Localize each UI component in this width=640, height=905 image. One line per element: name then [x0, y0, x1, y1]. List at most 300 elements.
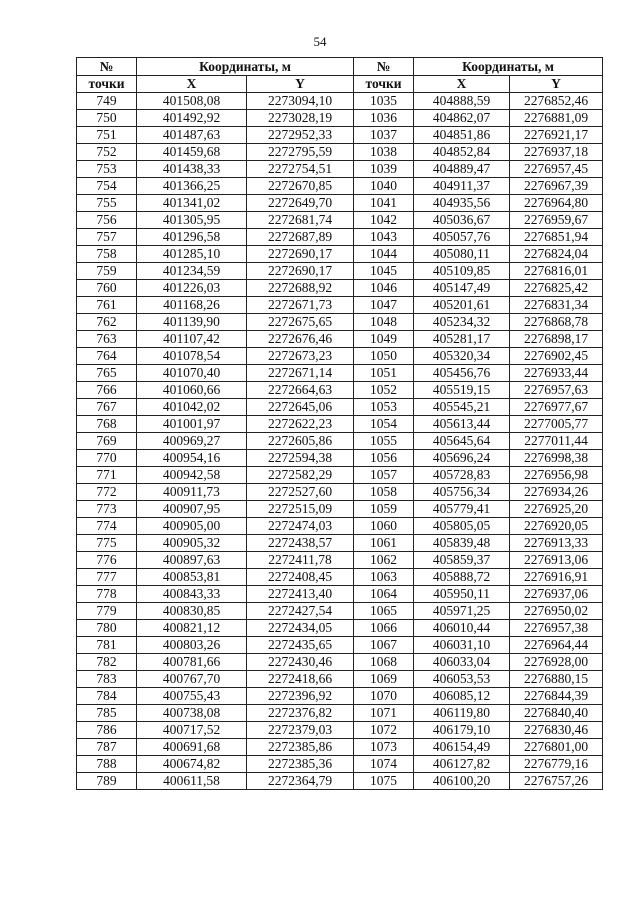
table-row: [77, 705, 603, 722]
point-number-left: 788: [77, 756, 137, 773]
point-number-left: 761: [77, 297, 137, 314]
point-number-left: 782: [77, 654, 137, 671]
y-coordinate-left: 2272515,09: [247, 501, 354, 518]
table-row: [77, 195, 603, 212]
y-coordinate-left: 2272427,54: [247, 603, 354, 620]
y-coordinate-left: 2272385,36: [247, 756, 354, 773]
y-coordinate-right: 2276998,38: [510, 450, 603, 467]
x-coordinate-left: 400611,58: [137, 773, 247, 790]
y-coordinate-left: 2272673,23: [247, 348, 354, 365]
x-coordinate-left: 401341,02: [137, 195, 247, 212]
x-coordinate-right: 405839,48: [414, 535, 510, 552]
y-coordinate-right: 2276816,01: [510, 263, 603, 280]
point-number-left: 765: [77, 365, 137, 382]
table-row: [77, 93, 603, 110]
y-coordinate-left: 2272435,65: [247, 637, 354, 654]
y-coordinate-left: 2272605,86: [247, 433, 354, 450]
x-coordinate-left: 401042,02: [137, 399, 247, 416]
point-number-right: 1056: [354, 450, 414, 467]
point-number-left: 785: [77, 705, 137, 722]
table-row: [77, 433, 603, 450]
y-coordinate-right: 2276956,98: [510, 467, 603, 484]
y-coordinate-right: 2276902,45: [510, 348, 603, 365]
point-number-left: 757: [77, 229, 137, 246]
x-coordinate-left: 401285,10: [137, 246, 247, 263]
y-coordinate-right: 2276920,05: [510, 518, 603, 535]
table-row: [77, 297, 603, 314]
y-coordinate-left: 2272582,29: [247, 467, 354, 484]
point-number-left: 770: [77, 450, 137, 467]
table-row: [77, 212, 603, 229]
table-row: [77, 586, 603, 603]
x-coordinate-left: 401060,66: [137, 382, 247, 399]
y-coordinate-right: 2276977,67: [510, 399, 603, 416]
x-coordinate-right: 406127,82: [414, 756, 510, 773]
x-header-left: X: [137, 76, 247, 93]
x-coordinate-right: 405456,76: [414, 365, 510, 382]
point-number-left: 758: [77, 246, 137, 263]
x-coordinate-right: 405613,44: [414, 416, 510, 433]
point-number-right: 1072: [354, 722, 414, 739]
point-number-right: 1070: [354, 688, 414, 705]
table-row: [77, 756, 603, 773]
y-coordinate-right: 2276933,44: [510, 365, 603, 382]
y-coordinate-left: 2272438,57: [247, 535, 354, 552]
y-coordinate-left: 2272413,40: [247, 586, 354, 603]
x-coordinate-right: 406154,49: [414, 739, 510, 756]
x-coordinate-right: 406010,44: [414, 620, 510, 637]
x-coordinate-right: 405281,17: [414, 331, 510, 348]
x-coordinate-left: 400954,16: [137, 450, 247, 467]
x-coordinate-right: 405109,85: [414, 263, 510, 280]
y-coordinate-right: 2276925,20: [510, 501, 603, 518]
y-coordinate-right: 2276967,39: [510, 178, 603, 195]
point-number-left: 763: [77, 331, 137, 348]
x-coordinate-right: 405779,41: [414, 501, 510, 518]
table-row: [77, 620, 603, 637]
point-number-left: 751: [77, 127, 137, 144]
x-coordinate-left: 400738,08: [137, 705, 247, 722]
y-coordinate-right: 2276831,34: [510, 297, 603, 314]
point-number-left: 781: [77, 637, 137, 654]
point-number-right: 1075: [354, 773, 414, 790]
table-row: [77, 229, 603, 246]
point-number-left: 774: [77, 518, 137, 535]
y-coordinate-left: 2273028,19: [247, 110, 354, 127]
x-coordinate-left: 400897,63: [137, 552, 247, 569]
y-coordinate-left: 2272795,59: [247, 144, 354, 161]
point-number-right: 1059: [354, 501, 414, 518]
point-number-left: 755: [77, 195, 137, 212]
point-number-left: 789: [77, 773, 137, 790]
point-number-right: 1071: [354, 705, 414, 722]
point-number-right: 1035: [354, 93, 414, 110]
y-coordinate-right: 2276950,02: [510, 603, 603, 620]
y-coordinate-left: 2272688,92: [247, 280, 354, 297]
point-number-left: 771: [77, 467, 137, 484]
point-number-right: 1049: [354, 331, 414, 348]
point-number-right: 1060: [354, 518, 414, 535]
x-coordinate-left: 400803,26: [137, 637, 247, 654]
y-coordinate-left: 2272952,33: [247, 127, 354, 144]
y-coordinate-left: 2272664,63: [247, 382, 354, 399]
x-coordinate-right: 404889,47: [414, 161, 510, 178]
y-coordinate-left: 2273094,10: [247, 93, 354, 110]
x-header-right: X: [414, 76, 510, 93]
point-number-left: 759: [77, 263, 137, 280]
point-number-left: 754: [77, 178, 137, 195]
point-number-right: 1050: [354, 348, 414, 365]
point-number-right: 1041: [354, 195, 414, 212]
x-coordinate-left: 401107,42: [137, 331, 247, 348]
points-subheader-left: точки: [77, 76, 137, 93]
point-number-right: 1038: [354, 144, 414, 161]
x-coordinate-left: 400767,70: [137, 671, 247, 688]
y-coordinate-left: 2272376,82: [247, 705, 354, 722]
point-number-left: 779: [77, 603, 137, 620]
x-coordinate-right: 406100,20: [414, 773, 510, 790]
table-row: [77, 637, 603, 654]
x-coordinate-left: 400911,73: [137, 484, 247, 501]
y-coordinate-right: 2276898,17: [510, 331, 603, 348]
point-number-right: 1062: [354, 552, 414, 569]
point-number-header-left: №: [77, 58, 137, 76]
y-coordinate-right: 2276957,45: [510, 161, 603, 178]
y-coordinate-left: 2272474,03: [247, 518, 354, 535]
point-number-right: 1065: [354, 603, 414, 620]
table-row: [77, 246, 603, 263]
point-number-left: 769: [77, 433, 137, 450]
y-coordinate-right: 2276844,39: [510, 688, 603, 705]
y-coordinate-right: 2276851,94: [510, 229, 603, 246]
x-coordinate-left: 401487,63: [137, 127, 247, 144]
coordinates-header-right: Координаты, м: [414, 58, 603, 76]
y-coordinate-left: 2272594,38: [247, 450, 354, 467]
y-coordinate-left: 2272385,86: [247, 739, 354, 756]
y-coordinate-right: 2276801,00: [510, 739, 603, 756]
x-coordinate-right: 405756,34: [414, 484, 510, 501]
y-coordinate-right: 2277005,77: [510, 416, 603, 433]
y-coordinate-right: 2276779,16: [510, 756, 603, 773]
table-row: [77, 399, 603, 416]
point-number-right: 1052: [354, 382, 414, 399]
point-number-left: 756: [77, 212, 137, 229]
point-number-right: 1064: [354, 586, 414, 603]
point-number-right: 1037: [354, 127, 414, 144]
table-row: [77, 535, 603, 552]
y-coordinate-right: 2276825,42: [510, 280, 603, 297]
y-coordinate-right: 2276840,40: [510, 705, 603, 722]
point-number-right: 1047: [354, 297, 414, 314]
point-number-left: 784: [77, 688, 137, 705]
x-coordinate-right: 406179,10: [414, 722, 510, 739]
table-row: [77, 603, 603, 620]
y-coordinate-left: 2272681,74: [247, 212, 354, 229]
y-coordinate-left: 2272670,85: [247, 178, 354, 195]
table-row: [77, 280, 603, 297]
x-coordinate-left: 401234,59: [137, 263, 247, 280]
point-number-right: 1058: [354, 484, 414, 501]
point-number-left: 762: [77, 314, 137, 331]
y-coordinate-left: 2272379,03: [247, 722, 354, 739]
table-row: [77, 365, 603, 382]
point-number-right: 1048: [354, 314, 414, 331]
point-number-right: 1036: [354, 110, 414, 127]
x-coordinate-left: 400830,85: [137, 603, 247, 620]
x-coordinate-right: 405147,49: [414, 280, 510, 297]
point-number-right: 1043: [354, 229, 414, 246]
x-coordinate-right: 405057,76: [414, 229, 510, 246]
y-coordinate-right: 2276937,18: [510, 144, 603, 161]
x-coordinate-right: 404851,86: [414, 127, 510, 144]
point-number-left: 775: [77, 535, 137, 552]
table-row: [77, 552, 603, 569]
point-number-right: 1055: [354, 433, 414, 450]
point-number-left: 778: [77, 586, 137, 603]
y-coordinate-right: 2276959,67: [510, 212, 603, 229]
point-number-right: 1061: [354, 535, 414, 552]
y-coordinate-left: 2272687,89: [247, 229, 354, 246]
x-coordinate-left: 400691,68: [137, 739, 247, 756]
y-coordinate-left: 2272690,17: [247, 246, 354, 263]
table-row: [77, 688, 603, 705]
table-row: [77, 518, 603, 535]
x-coordinate-left: 400821,12: [137, 620, 247, 637]
y-coordinate-right: 2276852,46: [510, 93, 603, 110]
y-coordinate-left: 2272649,70: [247, 195, 354, 212]
x-coordinate-left: 401168,26: [137, 297, 247, 314]
table-row: [77, 739, 603, 756]
x-coordinate-left: 401070,40: [137, 365, 247, 382]
x-coordinate-right: 406033,04: [414, 654, 510, 671]
x-coordinate-right: 406031,10: [414, 637, 510, 654]
y-header-right: Y: [510, 76, 603, 93]
x-coordinate-right: 405971,25: [414, 603, 510, 620]
table-row: [77, 416, 603, 433]
point-number-left: 753: [77, 161, 137, 178]
y-coordinate-left: 2272411,78: [247, 552, 354, 569]
x-coordinate-right: 404911,37: [414, 178, 510, 195]
y-coordinate-right: 2276868,78: [510, 314, 603, 331]
x-coordinate-left: 400969,27: [137, 433, 247, 450]
x-coordinate-left: 401001,97: [137, 416, 247, 433]
y-coordinate-left: 2272754,51: [247, 161, 354, 178]
table-row: [77, 382, 603, 399]
y-coordinate-left: 2272671,14: [247, 365, 354, 382]
x-coordinate-right: 404935,56: [414, 195, 510, 212]
page-number: 54: [313, 34, 327, 49]
point-number-header-right: №: [354, 58, 414, 76]
x-coordinate-left: 401438,33: [137, 161, 247, 178]
x-coordinate-left: 400717,52: [137, 722, 247, 739]
y-coordinate-right: 2276757,26: [510, 773, 603, 790]
point-number-left: 780: [77, 620, 137, 637]
y-coordinate-left: 2272676,46: [247, 331, 354, 348]
point-number-right: 1045: [354, 263, 414, 280]
x-coordinate-left: 401078,54: [137, 348, 247, 365]
x-coordinate-right: 405036,67: [414, 212, 510, 229]
y-coordinate-left: 2272675,65: [247, 314, 354, 331]
x-coordinate-left: 400907,95: [137, 501, 247, 518]
table-row: [77, 110, 603, 127]
point-number-left: 777: [77, 569, 137, 586]
y-coordinate-right: 2276913,06: [510, 552, 603, 569]
y-coordinate-right: 2276957,38: [510, 620, 603, 637]
point-number-right: 1039: [354, 161, 414, 178]
x-coordinate-left: 401459,68: [137, 144, 247, 161]
table-row: [77, 263, 603, 280]
point-number-left: 752: [77, 144, 137, 161]
y-coordinate-right: 2277011,44: [510, 433, 603, 450]
x-coordinate-left: 400853,81: [137, 569, 247, 586]
table-row: [77, 467, 603, 484]
point-number-right: 1042: [354, 212, 414, 229]
y-coordinate-right: 2276928,00: [510, 654, 603, 671]
x-coordinate-right: 404852,84: [414, 144, 510, 161]
y-coordinate-right: 2276913,33: [510, 535, 603, 552]
y-coordinate-right: 2276964,80: [510, 195, 603, 212]
y-coordinate-left: 2272408,45: [247, 569, 354, 586]
coordinates-header-left: Координаты, м: [137, 58, 354, 76]
table-row: [77, 569, 603, 586]
x-coordinate-left: 401139,90: [137, 314, 247, 331]
table-row: [77, 178, 603, 195]
x-coordinate-right: 405320,34: [414, 348, 510, 365]
point-number-left: 773: [77, 501, 137, 518]
x-coordinate-left: 400674,82: [137, 756, 247, 773]
y-coordinate-right: 2276824,04: [510, 246, 603, 263]
x-coordinate-left: 401226,03: [137, 280, 247, 297]
x-coordinate-left: 400843,33: [137, 586, 247, 603]
point-number-left: 783: [77, 671, 137, 688]
x-coordinate-left: 400905,00: [137, 518, 247, 535]
y-coordinate-right: 2276964,44: [510, 637, 603, 654]
y-coordinate-left: 2272434,05: [247, 620, 354, 637]
x-coordinate-left: 400755,43: [137, 688, 247, 705]
x-coordinate-right: 405805,05: [414, 518, 510, 535]
point-number-right: 1054: [354, 416, 414, 433]
x-coordinate-right: 406085,12: [414, 688, 510, 705]
table-row: [77, 161, 603, 178]
table-body: [77, 93, 603, 790]
table-header: [77, 58, 603, 93]
y-coordinate-right: 2276937,06: [510, 586, 603, 603]
table-row: [77, 654, 603, 671]
table-row: [77, 314, 603, 331]
point-number-left: 772: [77, 484, 137, 501]
x-coordinate-left: 401508,08: [137, 93, 247, 110]
point-number-right: 1046: [354, 280, 414, 297]
point-number-left: 764: [77, 348, 137, 365]
x-coordinate-right: 406053,53: [414, 671, 510, 688]
table-row: [77, 501, 603, 518]
x-coordinate-left: 400942,58: [137, 467, 247, 484]
x-coordinate-right: 405519,15: [414, 382, 510, 399]
x-coordinate-right: 406119,80: [414, 705, 510, 722]
point-number-left: 749: [77, 93, 137, 110]
coordinates-table: [76, 57, 603, 790]
point-number-left: 767: [77, 399, 137, 416]
table-row: [77, 671, 603, 688]
x-coordinate-right: 405545,21: [414, 399, 510, 416]
y-coordinate-right: 2276916,91: [510, 569, 603, 586]
x-coordinate-right: 405696,24: [414, 450, 510, 467]
y-coordinate-left: 2272364,79: [247, 773, 354, 790]
y-coordinate-left: 2272690,17: [247, 263, 354, 280]
x-coordinate-left: 401305,95: [137, 212, 247, 229]
point-number-left: 766: [77, 382, 137, 399]
y-coordinate-right: 2276880,15: [510, 671, 603, 688]
y-coordinate-left: 2272396,92: [247, 688, 354, 705]
x-coordinate-left: 400781,66: [137, 654, 247, 671]
table-row: [77, 348, 603, 365]
x-coordinate-right: 405080,11: [414, 246, 510, 263]
x-coordinate-right: 405645,64: [414, 433, 510, 450]
point-number-right: 1068: [354, 654, 414, 671]
point-number-right: 1053: [354, 399, 414, 416]
x-coordinate-left: 400905,32: [137, 535, 247, 552]
table-row: [77, 144, 603, 161]
x-coordinate-left: 401366,25: [137, 178, 247, 195]
x-coordinate-left: 401296,58: [137, 229, 247, 246]
y-coordinate-left: 2272622,23: [247, 416, 354, 433]
point-number-left: 787: [77, 739, 137, 756]
y-coordinate-right: 2276957,63: [510, 382, 603, 399]
x-coordinate-right: 404888,59: [414, 93, 510, 110]
y-coordinate-left: 2272418,66: [247, 671, 354, 688]
point-number-left: 760: [77, 280, 137, 297]
point-number-right: 1044: [354, 246, 414, 263]
x-coordinate-right: 405859,37: [414, 552, 510, 569]
y-coordinate-left: 2272527,60: [247, 484, 354, 501]
point-number-right: 1040: [354, 178, 414, 195]
points-subheader-right: точки: [354, 76, 414, 93]
point-number-right: 1074: [354, 756, 414, 773]
table-row: [77, 484, 603, 501]
point-number-right: 1067: [354, 637, 414, 654]
point-number-right: 1073: [354, 739, 414, 756]
table-row: [77, 722, 603, 739]
y-coordinate-right: 2276881,09: [510, 110, 603, 127]
point-number-right: 1051: [354, 365, 414, 382]
y-coordinate-left: 2272671,73: [247, 297, 354, 314]
y-coordinate-right: 2276934,26: [510, 484, 603, 501]
table-row: [77, 450, 603, 467]
y-coordinate-right: 2276921,17: [510, 127, 603, 144]
x-coordinate-right: 405201,61: [414, 297, 510, 314]
x-coordinate-right: 404862,07: [414, 110, 510, 127]
point-number-left: 768: [77, 416, 137, 433]
point-number-right: 1057: [354, 467, 414, 484]
point-number-left: 750: [77, 110, 137, 127]
x-coordinate-right: 405950,11: [414, 586, 510, 603]
y-header-left: Y: [247, 76, 354, 93]
table-row: [77, 331, 603, 348]
x-coordinate-right: 405888,72: [414, 569, 510, 586]
table-row: [77, 773, 603, 790]
x-coordinate-left: 401492,92: [137, 110, 247, 127]
x-coordinate-right: 405728,83: [414, 467, 510, 484]
point-number-left: 776: [77, 552, 137, 569]
y-coordinate-left: 2272645,06: [247, 399, 354, 416]
point-number-right: 1069: [354, 671, 414, 688]
y-coordinate-right: 2276830,46: [510, 722, 603, 739]
y-coordinate-left: 2272430,46: [247, 654, 354, 671]
table-row: [77, 127, 603, 144]
point-number-right: 1066: [354, 620, 414, 637]
x-coordinate-right: 405234,32: [414, 314, 510, 331]
point-number-left: 786: [77, 722, 137, 739]
